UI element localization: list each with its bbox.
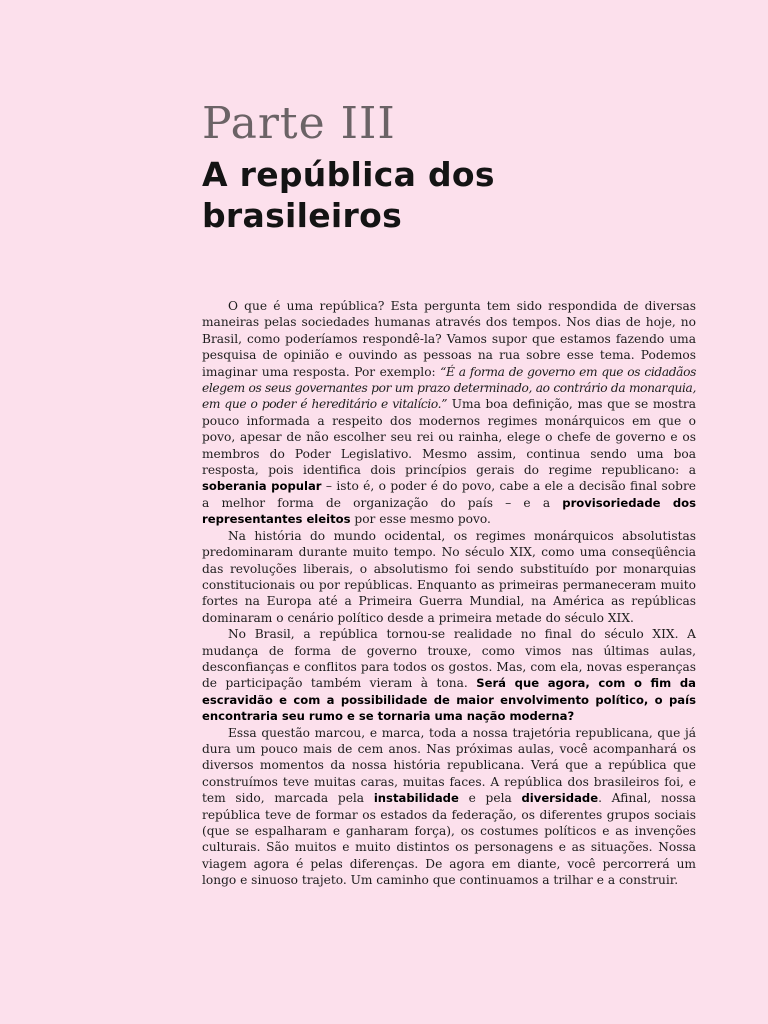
text-segment: e pela bbox=[458, 791, 522, 806]
quoted-definition: “É a forma de governo em que os cidadãos elegem os seus governantes por um prazo determinado, ao contrário da monarquia, em que o poder é hereditário e vitalício.” bbox=[202, 364, 696, 412]
highlighted-term: instabilidade bbox=[373, 791, 459, 806]
highlighted-term: diversidade bbox=[521, 791, 599, 806]
text-segment: – isto é, o poder é do povo, cabe a ele a decisão final sobre a melhor forma de organização do país – e a bbox=[202, 479, 696, 510]
highlighted-term: provisoriedade dos representantes eleitos bbox=[202, 495, 696, 527]
text-segment: . Afinal, nossa república teve de formar os estados da federação, os diferentes grupos sociais (que se espalharam e ganharam força), os costumes políticos e as invenções culturais. São muitos e muito distintos os personagens e as situações. Nossa viagem agora é pelas diferenças. De agora em diante, você percorrerá um longo e sinuoso trajeto. Um caminho que continuamos a trilhar e a construir. bbox=[202, 791, 696, 888]
paragraph bbox=[202, 528, 696, 626]
text-segment: No Brasil, a república tornou-se realidade no final do século XIX. A mudança de forma de governo trouxe, como vimos nas últimas aulas, desconfianças e conflitos para todos os gostos. Mas, com ela, novas esperanças de participação também vieram à tona. bbox=[202, 627, 696, 691]
text-segment: Uma boa definição, mas que se mostra pouco informada a respeito dos modernos regimes monárquicos em que o povo, apesar de não escolher seu rei ou rainha, elege o chefe de governo e os membros do Poder Legislativo. Mesmo assim, continua sendo uma boa resposta, pois identifica dois princípios gerais do regime republicano: a bbox=[202, 397, 696, 478]
page-content bbox=[202, 96, 696, 889]
text-segment: O que é uma república? Esta pergunta tem sido respondida de diversas maneiras pelas sociedades humanas através dos tempos. Nos dias de hoje, no Brasil, como poderíamos respondê-la? Vamos supor que estamos fazendo uma pesquisa de opinião e ouvindo as pessoas na rua sobre esse tema. Podemos imaginar uma resposta. Por exemplo: bbox=[202, 299, 696, 379]
chapter-title-line-1: A república dos bbox=[202, 155, 495, 194]
highlighted-term: soberania popular bbox=[202, 479, 322, 494]
text-segment: Na história do mundo ocidental, os regimes monárquicos absolutistas predominaram durante muito tempo. No século XIX, como uma conseqüência das revoluções liberais, o absolutismo foi sendo substituído por monarquias constitucionais ou por repúblicas. Enquanto as primeiras permaneceram muito fortes na Europa até a Primeira Guerra Mundial, na América as repúblicas dominaram o cenário político desde a primeira metade do século XIX. bbox=[202, 528, 696, 625]
text-segment: por esse mesmo povo. bbox=[350, 512, 491, 527]
chapter-title-line-2: brasileiros bbox=[202, 196, 403, 235]
part-title: Parte III bbox=[202, 98, 396, 149]
highlighted-term: Será que agora, com o fim da escravidão e com a possibilidade de maior envolvimento político, o país encontraria seu rumo e se tornaria uma nação moderna? bbox=[202, 676, 696, 724]
text-segment: Essa questão marcou, e marca, toda a nossa trajetória republicana, que já dura um pouco mais de cem anos. Nas próximas aulas, você acompanhará os diversos momentos da nossa história republicana. Verá que a república que construímos teve muitas caras, muitas faces. A república dos brasileiros foi, e tem sido, marcada pela bbox=[202, 725, 696, 806]
body-text bbox=[202, 298, 696, 889]
paragraph bbox=[202, 725, 696, 889]
paragraph bbox=[202, 626, 696, 724]
chapter-title bbox=[202, 154, 696, 236]
paragraph bbox=[202, 298, 696, 528]
